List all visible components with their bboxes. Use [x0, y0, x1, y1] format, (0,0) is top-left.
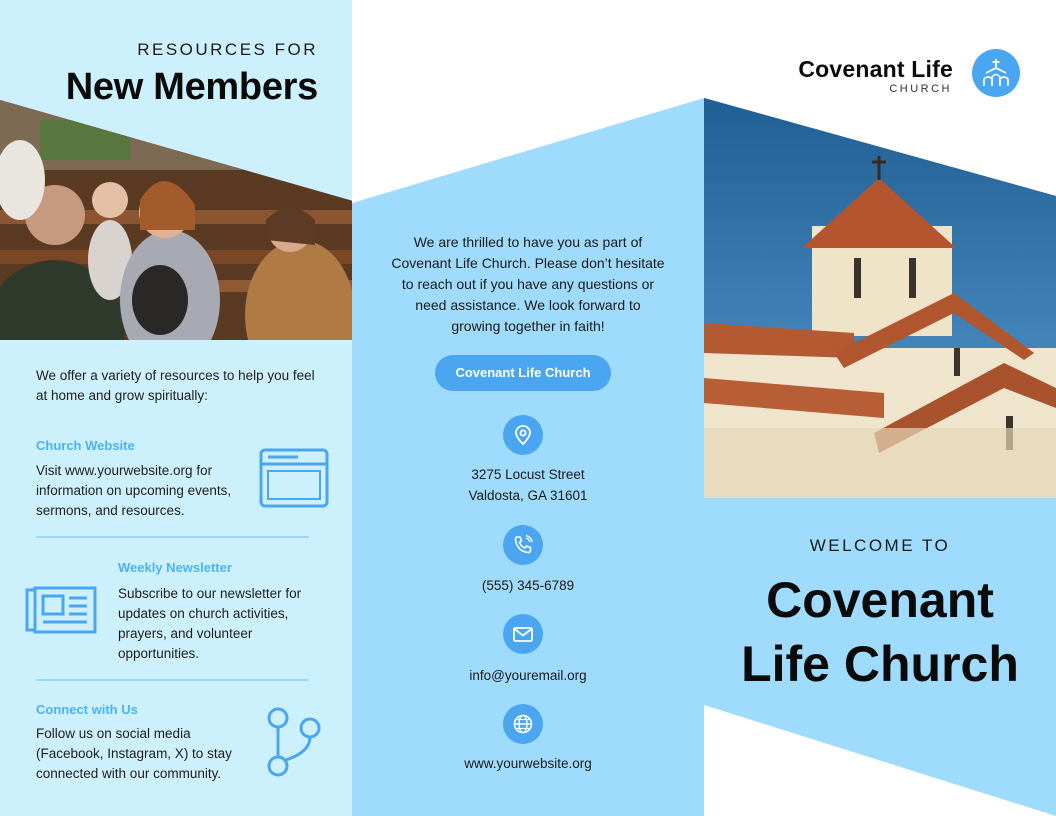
left-panel [0, 0, 352, 816]
welcome-message: We are thrilled to have you as part of Covenant Life Church. Please don’t hesitate to reach out if you have any questions or need assistance. We look forward to growing together in faith! [391, 234, 665, 334]
address-line-1: 3275 Locust Street [471, 467, 585, 482]
location-pin-icon [503, 415, 543, 455]
connect-text: Follow us on social media (Facebook, Instagram, X) to stay connected with our community. [36, 726, 232, 781]
email-address[interactable]: info@youremail.org [469, 668, 587, 683]
brand-name: Covenant Life [798, 56, 953, 82]
mail-icon [503, 614, 543, 654]
right-panel [704, 0, 1056, 816]
church-website-heading: Church Website [36, 438, 135, 453]
church-name-line-2: Life Church [741, 636, 1019, 692]
church-name-button[interactable]: Covenant Life Church [435, 355, 611, 391]
weekly-newsletter-heading: Weekly Newsletter [118, 560, 232, 575]
church-icon [972, 49, 1020, 97]
share-network-icon [264, 706, 324, 785]
resources-intro: We offer a variety of resources to help you feel at home and grow spiritually: [36, 368, 315, 403]
globe-icon [503, 704, 543, 744]
divider [36, 536, 309, 538]
website-address[interactable]: www.yourwebsite.org [464, 756, 592, 771]
newspaper-icon [25, 586, 97, 639]
browser-window-icon [258, 447, 330, 514]
middle-panel [352, 0, 704, 816]
phone-icon [503, 525, 543, 565]
address-line-2: Valdosta, GA 31601 [468, 488, 588, 503]
resources-eyebrow: RESOURCES FOR [137, 40, 318, 59]
phone-number[interactable]: (555) 345-6789 [481, 578, 575, 593]
resources-title: New Members [65, 66, 318, 108]
connect-heading: Connect with Us [36, 702, 138, 717]
church-name-line-1: Covenant [766, 572, 994, 628]
welcome-eyebrow: WELCOME TO [809, 536, 951, 555]
divider [36, 679, 309, 681]
church-name-title [704, 568, 1056, 696]
church-building-photo [704, 98, 1056, 498]
church-website-text: Visit www.yourwebsite.org for information on upcoming events, sermons, and resources. [36, 463, 232, 518]
brand-subtitle: CHURCH [889, 83, 952, 95]
weekly-newsletter-text: Subscribe to our newsletter for updates on church activities, prayers, and volunteer opportunities. [118, 586, 302, 661]
congregation-photo [0, 100, 352, 340]
